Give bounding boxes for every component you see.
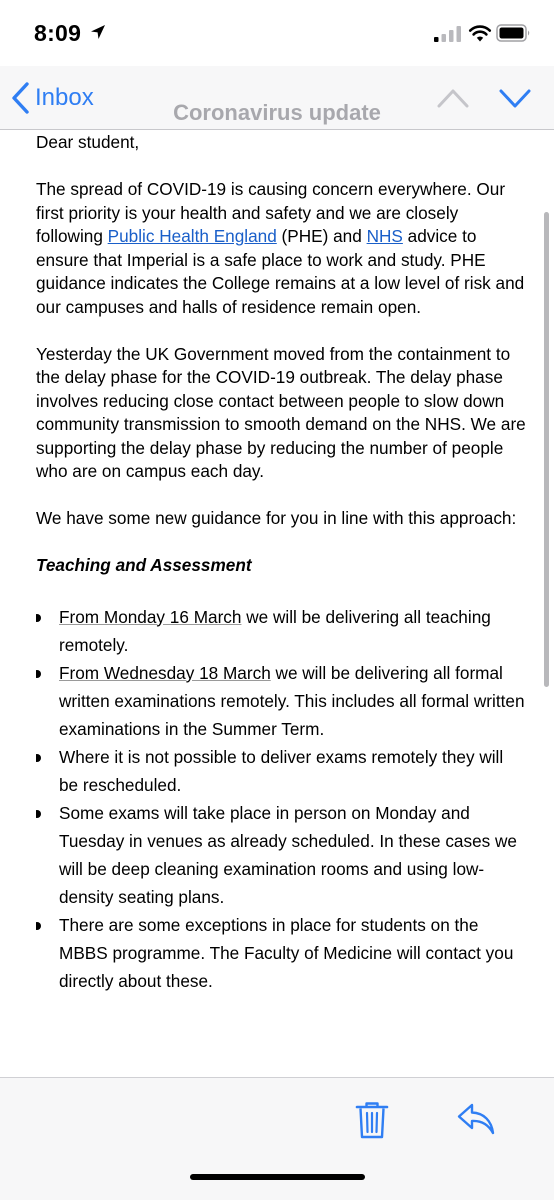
navigation-bar — [0, 66, 554, 130]
bottom-toolbar — [0, 1077, 554, 1200]
battery-icon — [496, 23, 532, 43]
list-item — [36, 659, 526, 743]
list-item-text: There are some exceptions in place for students on the MBBS programme. The Faculty of Medicine will contact you directly about these. — [59, 914, 514, 991]
previous-message-chevron-up-icon[interactable] — [436, 86, 470, 110]
home-indicator-bar — [190, 1174, 365, 1180]
date-link[interactable]: From Monday 16 March — [59, 606, 242, 627]
list-item — [36, 911, 526, 995]
bullet-list — [36, 603, 526, 995]
public-health-england-link[interactable]: Public Health England — [107, 226, 277, 246]
paragraph-priority — [36, 178, 526, 319]
wifi-icon — [468, 23, 492, 43]
status-bar — [0, 0, 554, 66]
message-body — [36, 130, 526, 1076]
list-item-text: Where it is not possible to deliver exams remotely they will be rescheduled. — [59, 746, 504, 795]
nhs-link[interactable]: NHS — [366, 226, 403, 246]
list-item-text: Some exams will take place in person on Monday and Tuesday in venues as already scheduled. In these cases we will be deep cleaning examination rooms and using low-density seating plans. — [59, 802, 517, 907]
greeting: Dear student, — [36, 132, 140, 152]
back-button-label: Inbox — [35, 84, 94, 111]
trash-icon[interactable] — [355, 1100, 389, 1140]
paragraph-delay-phase: Yesterday the UK Government moved from the containment to the delay phase for the COVID-19 outbreak. The delay phase involves reducing close contact between people to slow down community transmission to smooth demand on the NHS. We are supporting the delay phase by reducing the number of people who are on campus each day. — [36, 343, 526, 481]
list-item-text: we will be delivering all teaching remotely. — [59, 606, 491, 655]
reply-icon[interactable] — [456, 1102, 496, 1136]
paragraph-text: advice to ensure that Imperial is a safe place to work and study. PHE guidance indicates the College remains at a low level of risk and our campuses and halls of residence remain open. — [36, 226, 525, 317]
status-time: 8:09 — [34, 20, 82, 46]
section-heading: Teaching and Assessment — [36, 555, 252, 575]
message-subject-title: Coronavirus update — [173, 100, 381, 125]
scrollbar[interactable] — [544, 212, 549, 687]
list-item — [36, 799, 526, 911]
cellular-signal-icon — [434, 26, 462, 42]
next-message-chevron-down-icon[interactable] — [498, 86, 532, 110]
list-item — [36, 743, 526, 799]
date-link[interactable]: From Wednesday 18 March — [59, 662, 271, 683]
paragraph-text: The spread of COVID-19 is causing concern everywhere. Our first priority is your health and safety and we are closely following — [36, 179, 506, 246]
paragraph-guidance-intro: We have some new guidance for you in line with this approach: — [36, 508, 517, 528]
location-arrow-icon — [89, 23, 107, 41]
list-item — [36, 603, 526, 659]
list-item-text: we will be delivering all formal written examinations remotely. This includes all formal written examinations in the Summer Term. — [59, 662, 525, 739]
paragraph-text: (PHE) and — [276, 226, 367, 246]
